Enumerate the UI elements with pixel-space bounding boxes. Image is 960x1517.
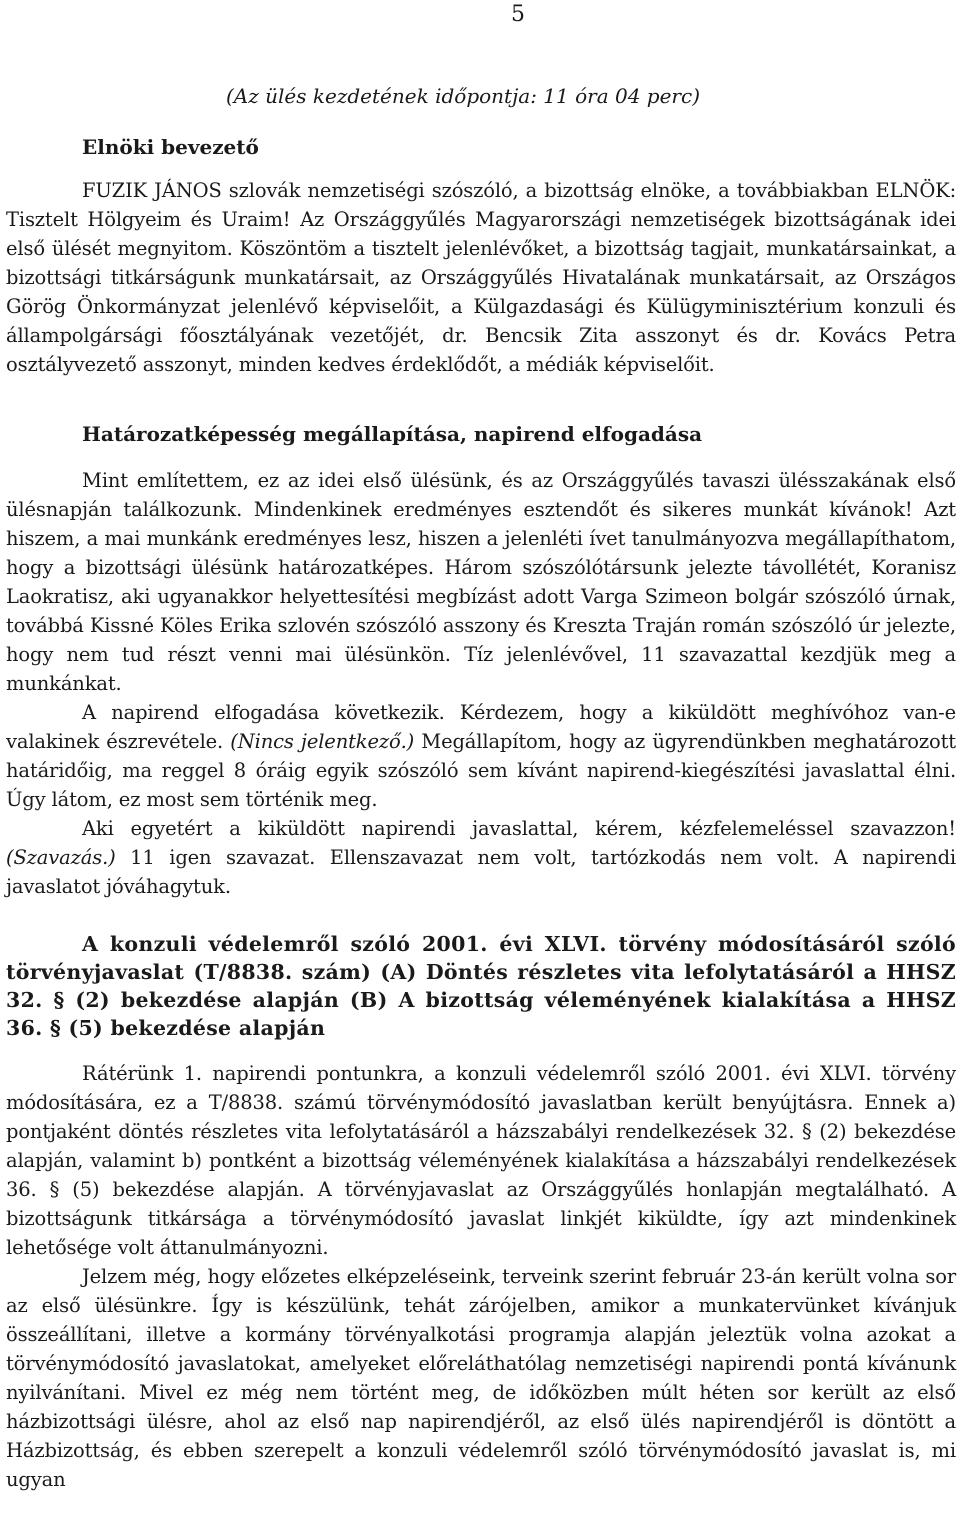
intro-section (6, 176, 956, 379)
quorum-paragraph-3-text-a: Aki egyetért a kiküldött napirendi javaslattal, kérem, kézfelemeléssel szavazzon! (82, 817, 956, 840)
quorum-paragraph-1: Mint említettem, ez az idei első ülésünk, és az Országgyűlés tavaszi ülésszakának első ülésnapján találkozunk. Mindenkinek eredményes esztendőt és sikeres munkát kívánok! Azt hiszem, a mai munkánk eredményes lesz, hiszen a jelenléti ívet tanulmányozva megállapíthatom, hogy a bizottsági ülésünk határozatképes. Három szószólótársunk jelezte távollétét, Koranisz Laokratisz, aki ugyanakkor helyettesítési megbízást adott Varga Szimeon bolgár szószóló úrnak, továbbá Kissné Köles Erika szlovén szószóló asszony és Kreszta Traján román szószóló úr jelezte, hogy nem tud részt venni mai ülésünkön. Tíz jelenlévővel, 11 szavazattal kezdjük meg a munkánkat. (6, 469, 956, 695)
page-number: 5 (511, 2, 525, 27)
quorum-paragraph-3-text-b: 11 igen szavazat. Ellenszavazat nem volt, tartózkodás nem volt. A napirendi javaslatot jóváhagytuk. (6, 846, 956, 898)
law-section (6, 930, 956, 1494)
section-heading-law: A konzuli védelemről szóló 2001. évi XLVI. törvény módosításáról szóló törvényjavaslat (T/8838. szám) (A) Döntés részletes vita lefolytatásáról a HHSZ 32. § (2) bekezdése alapján (B) A bizottság véleményének kialakítása a HHSZ 36. § (5) bekezdése alapján (6, 932, 956, 1040)
speaker-name: FUZIK JÁNOS (82, 179, 222, 202)
section-heading-intro: Elnöki bevezető (82, 135, 259, 159)
quorum-paragraph-2-text-b: Megállapítom, hogy az ügyrendünkben meghatározott határidőig, ma reggel 8 óráig egyik szószóló sem kívánt napirend-kiegészítési javaslattal élni. Úgy látom, ez most sem történik meg. (6, 730, 956, 811)
section-heading-quorum: Határozatképesség megállapítása, napirend elfogadása (82, 422, 703, 446)
quorum-section (6, 420, 956, 901)
quorum-paragraph-3-italic: (Szavazás.) (6, 846, 116, 869)
law-paragraph-1: Rátérünk 1. napirendi pontunkra, a konzuli védelemről szóló 2001. évi XLVI. törvény módosítására, ez a T/8838. számú törvénymódosító javaslatban került benyújtásra. Ennek a) pontjaként döntés részletes vita lefolytatásáról a házszabályi rendelkezések 32. § (2) bekezdése alapján, valamint b) pontként a bizottság véleményének kialakítása a házszabályi rendelkezések 36. § (5) bekezdése alapján. A törvényjavaslat az Országgyűlés honlapján megtalálható. A bizottságunk titkársága a törvénymódosító javaslat linkjét kiküldte, így azt mindenkinek lehetősége volt áttanulmányozni. (6, 1062, 956, 1259)
intro-paragraph (6, 176, 956, 379)
quorum-paragraph-2-italic: (Nincs jelentkező.) (230, 730, 415, 753)
intro-paragraph-text: szlovák nemzetiségi szószóló, a bizottság elnöke, a továbbiakban ELNÖK: Tisztelt Hölgyeim és Uraim! Az Országgyűlés Magyarországi nemzetiségek bizottságának idei első ülését megnyitom. Köszöntöm a tisztelt jelenlévőket, a bizottság tagjait, munkatársainkat, a bizottsági titkárságunk munkatársait, az Országgyűlés Hivatalának munkatársait, az Országos Görög Önkormányzat jelenlévő képviselőit, a Külgazdasági és Külügyminisztérium konzuli és állampolgársági főosztályának vezetőjét, dr. Bencsik Zita asszonyt és dr. Kovács Petra osztályvezető asszonyt, minden kedves érdeklődőt, a médiák képviselőit. (6, 179, 957, 376)
session-start-note: (Az ülés kezdetének időpontja: 11 óra 04 perc) (226, 84, 700, 108)
quorum-paragraph-2-text-a: A napirend elfogadása következik. Kérdezem, hogy a kiküldött meghívóhoz van-e valakinek észrevétele. (6, 701, 956, 753)
quorum-paragraph-2 (6, 698, 956, 814)
quorum-paragraph-3 (6, 814, 956, 901)
law-paragraph-2: Jelzem még, hogy előzetes elképzeléseink, terveink szerint február 23-án került volna sor az első ülésünkre. Így is készülünk, tehát zárójelben, amikor a munkatervünket kívánjuk összeállítani, illetve a kormány törvényalkotási programja alapján jeleztük volna azokat a törvénymódosító javaslatokat, amelyeket előreláthatólag nemzetiségi napirendi pontá kívánunk nyilvánítani. Mivel ez még nem történt meg, de időközben múlt héten sor került az első házbizottsági ülésre, ahol az első nap napirendjéről, az első ülés napirendjéről is döntött a Házbizottság, és ebben szerepelt a konzuli védelemről szóló törvénymódosító javaslat is, mi ugyan (6, 1265, 956, 1491)
